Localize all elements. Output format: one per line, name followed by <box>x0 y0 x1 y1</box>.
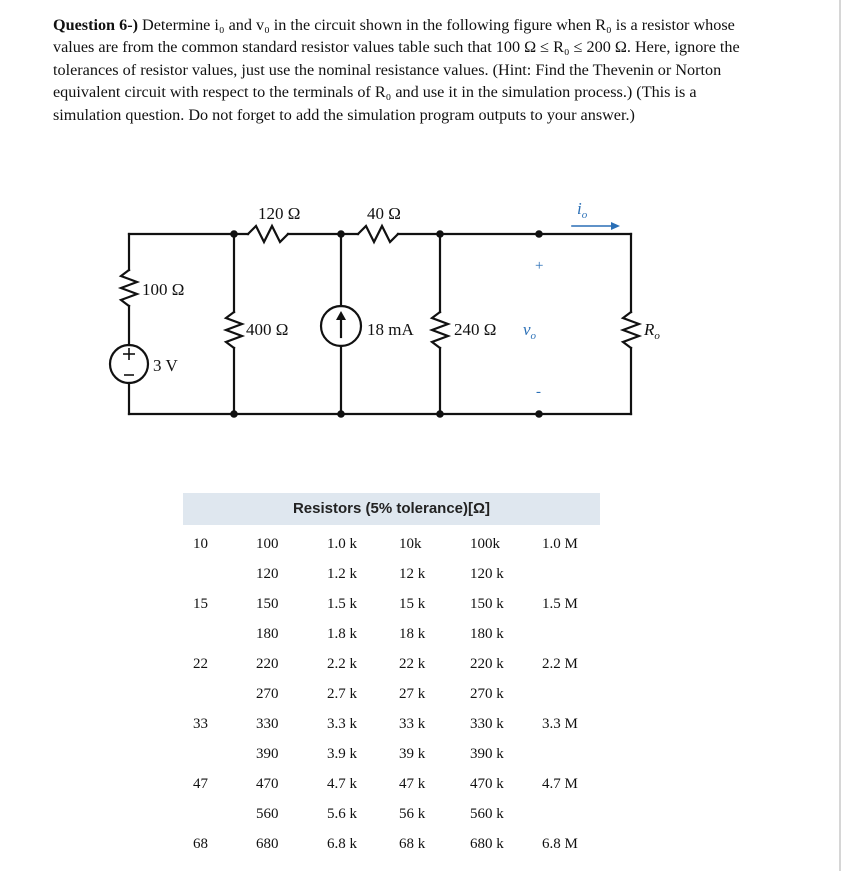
node-bottom-a <box>230 410 238 418</box>
node-top-c <box>436 230 444 238</box>
resistor-table <box>183 493 600 859</box>
table-cell: 6.8 M <box>542 836 578 852</box>
table-cell: 68 <box>193 836 208 852</box>
question-body: Determine i₀ and v₀ in the circuit shown in the following figure when R₀ is a resistor whose values are from the common standard resistor values table such that 100 Ω ≤ R₀ ≤ 200 Ω. Here, ignore the tolerances of resistor values, just use the nominal resistance values. (Hint: Find the Thevenin or Norton equivalent circuit with respect to the terminals of R₀ and use it in the simulation process.) (This is a simulation question. Do not forget to add the simulation program outputs to your answer.) <box>53 16 740 124</box>
table-row <box>183 739 600 769</box>
label-plus: + <box>535 258 544 274</box>
table-cell: 18 k <box>399 626 426 642</box>
table-row <box>183 769 600 799</box>
table-cell: 560 <box>256 806 279 822</box>
node-top-vo <box>535 230 543 238</box>
table-cell: 33 k <box>399 716 426 732</box>
table-cell: 33 <box>193 716 208 732</box>
label-3v: 3 V <box>153 356 178 375</box>
label-100: 100 Ω <box>142 280 185 299</box>
table-cell: 39 k <box>399 746 426 762</box>
label-vo: $v_o$ <box>523 320 537 342</box>
table-cell: 120 k <box>470 566 504 582</box>
table-row <box>183 619 600 649</box>
table-cell: 1.5 M <box>542 596 578 612</box>
table-row <box>183 589 600 619</box>
table-cell: 1.0 k <box>327 536 357 552</box>
table-cell: 470 k <box>470 776 504 792</box>
table-row <box>183 559 600 589</box>
table-cell: 3.3 M <box>542 716 578 732</box>
table-cell: 15 k <box>399 596 426 612</box>
label-240: 240 Ω <box>454 320 497 339</box>
resistor-120 <box>248 226 288 242</box>
table-cell: 15 <box>193 596 208 612</box>
node-top-b <box>337 230 345 238</box>
table-cell: 2.7 k <box>327 686 357 702</box>
node-bottom-c <box>436 410 444 418</box>
resistor-ro <box>623 312 639 348</box>
table-cell: 100k <box>470 536 500 552</box>
table-cell: 470 <box>256 776 279 792</box>
table-row <box>183 799 600 829</box>
table-cell: 5.6 k <box>327 806 357 822</box>
table-cell: 330 <box>256 716 279 732</box>
node-top-a <box>230 230 238 238</box>
table-cell: 680 k <box>470 836 504 852</box>
table-cell: 3.3 k <box>327 716 357 732</box>
table-cell: 180 <box>256 626 279 642</box>
label-io: $i_o$ <box>577 199 588 221</box>
resistor-100 <box>121 270 137 306</box>
table-cell: 2.2 k <box>327 656 357 672</box>
resistor-240 <box>432 312 448 348</box>
table-cell: 150 <box>256 596 279 612</box>
table-cell: 680 <box>256 836 279 852</box>
table-cell: 6.8 k <box>327 836 357 852</box>
table-row <box>183 709 600 739</box>
table-cell: 27 k <box>399 686 426 702</box>
table-cell: 1.8 k <box>327 626 357 642</box>
table-cell: 56 k <box>399 806 426 822</box>
resistor-40 <box>358 226 398 242</box>
table-cell: 100 <box>256 536 279 552</box>
node-bottom-b <box>337 410 345 418</box>
table-cell: 150 k <box>470 596 504 612</box>
table-cell: 390 k <box>470 746 504 762</box>
table-cell: 330 k <box>470 716 504 732</box>
table-cell: 270 <box>256 686 279 702</box>
node-bottom-vo <box>535 410 543 418</box>
table-cell: 47 k <box>399 776 426 792</box>
label-ro: $R_o$ <box>644 320 660 342</box>
table-cell: 220 <box>256 656 279 672</box>
table-row <box>183 649 600 679</box>
label-120: 120 Ω <box>258 204 301 223</box>
table-cell: 1.5 k <box>327 596 357 612</box>
table-cell: 47 <box>193 776 208 792</box>
table-cell: 4.7 M <box>542 776 578 792</box>
table-cell: 2.2 M <box>542 656 578 672</box>
table-cell: 4.7 k <box>327 776 357 792</box>
label-18ma: 18 mA <box>367 320 414 339</box>
table-cell: 1.0 M <box>542 536 578 552</box>
table-cell: 68 k <box>399 836 426 852</box>
label-40: 40 Ω <box>367 204 401 223</box>
table-cell: 10 <box>193 536 208 552</box>
io-arrow-head <box>611 222 620 230</box>
table-title: Resistors (5% tolerance)[Ω] <box>183 493 600 525</box>
table-row <box>183 529 600 559</box>
label-minus: - <box>536 384 541 400</box>
table-cell: 22 k <box>399 656 426 672</box>
table-cell: 180 k <box>470 626 504 642</box>
label-400: 400 Ω <box>246 320 289 339</box>
table-cell: 22 <box>193 656 208 672</box>
table-cell: 1.2 k <box>327 566 357 582</box>
table-cell: 12 k <box>399 566 426 582</box>
table-cell: 560 k <box>470 806 504 822</box>
table-row <box>183 829 600 859</box>
table-cell: 10k <box>399 536 422 552</box>
resistor-400 <box>226 312 242 348</box>
table-cell: 120 <box>256 566 279 582</box>
question-heading: Question 6-) <box>53 16 138 34</box>
table-cell: 270 k <box>470 686 504 702</box>
table-cell: 3.9 k <box>327 746 357 762</box>
table-body <box>183 529 600 859</box>
table-cell: 390 <box>256 746 279 762</box>
table-cell: 220 k <box>470 656 504 672</box>
current-arrow-head <box>336 311 346 320</box>
table-row <box>183 679 600 709</box>
